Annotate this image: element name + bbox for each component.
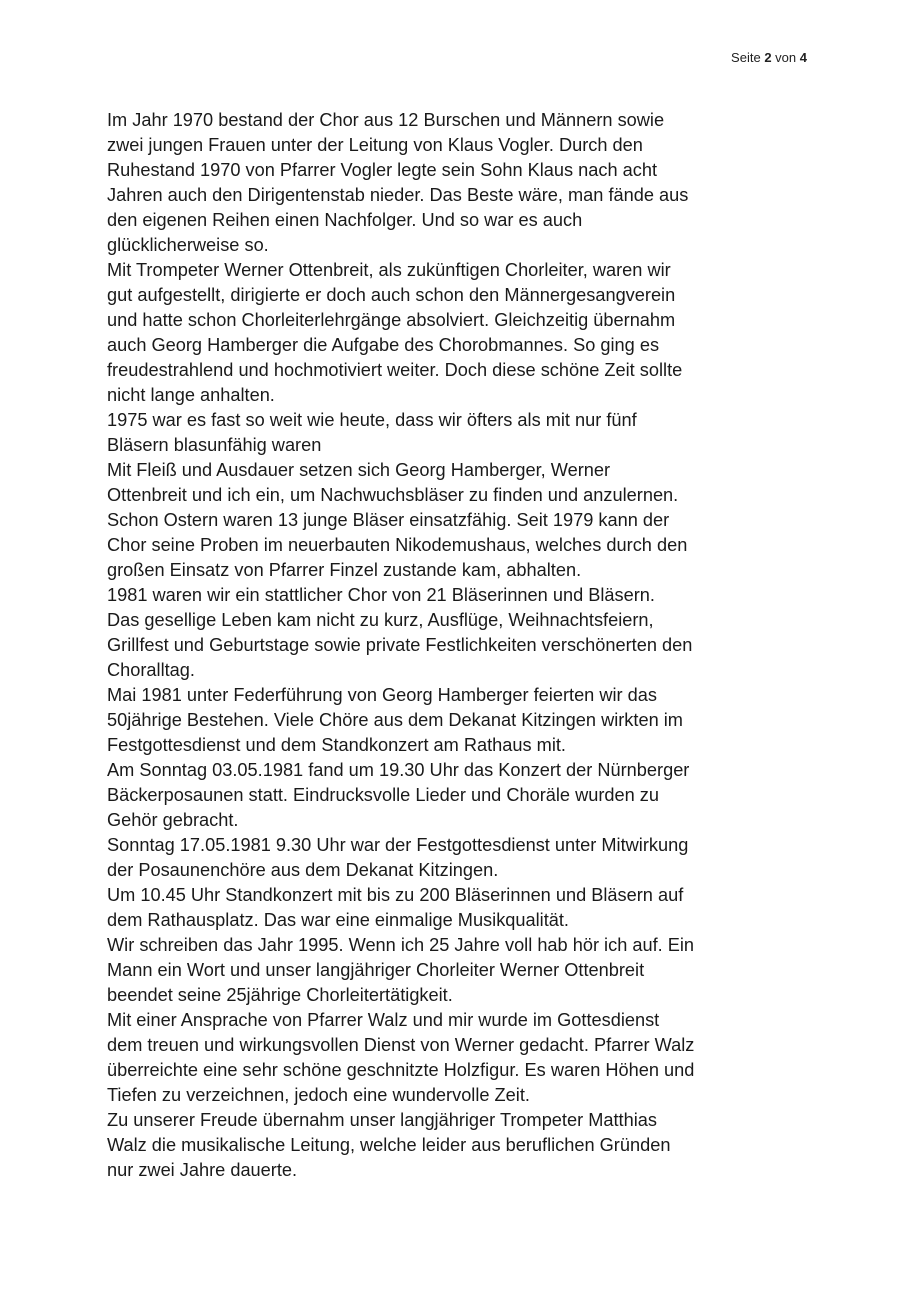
text-line: nicht lange anhalten. — [107, 385, 275, 405]
text-line: den eigenen Reihen einen Nachfolger. Und so war es auch — [107, 210, 583, 230]
text-line: nur zwei Jahre dauerte. — [107, 1160, 298, 1180]
text-line: Mit Trompeter Werner Ottenbreit, als zukünftigen Chorleiter, waren wir — [107, 260, 671, 280]
text-line: Tiefen zu verzeichnen, jedoch eine wundervolle Zeit. — [107, 1085, 530, 1105]
text-line: Schon Ostern waren 13 junge Bläser einsatzfähig. Seit 1979 kann der — [107, 510, 670, 530]
text-line: freudestrahlend und hochmotiviert weiter. Doch diese schöne Zeit sollte — [107, 360, 683, 380]
text-line: 1981 waren wir ein stattlicher Chor von 21 Bläserinnen und Bläsern. — [107, 585, 655, 605]
text-line: Choralltag. — [107, 660, 195, 680]
text-line: großen Einsatz von Pfarrer Finzel zustande kam, abhalten. — [107, 560, 582, 580]
text-line: dem treuen und wirkungsvollen Dienst von Werner gedacht. Pfarrer Walz — [107, 1035, 695, 1055]
text-line: Chor seine Proben im neuerbauten Nikodemushaus, welches durch den — [107, 535, 688, 555]
current-page-number: 2 — [764, 50, 772, 65]
page-number — [731, 50, 807, 65]
text-line: Mit einer Ansprache von Pfarrer Walz und mir wurde im Gottesdienst — [107, 1010, 660, 1030]
document-body — [107, 108, 815, 1183]
text-line: gut aufgestellt, dirigierte er doch auch schon den Männergesangverein — [107, 285, 676, 305]
text-line: Ottenbreit und ich ein, um Nachwuchsbläser zu finden und anzulernen. — [107, 485, 679, 505]
text-line: der Posaunenchöre aus dem Dekanat Kitzingen. — [107, 860, 499, 880]
total-page-count: 4 — [799, 50, 807, 65]
text-line: Ruhestand 1970 von Pfarrer Vogler legte sein Sohn Klaus nach acht — [107, 160, 658, 180]
text-line: Walz die musikalische Leitung, welche leider aus beruflichen Gründen — [107, 1135, 671, 1155]
text-line: Zu unserer Freude übernahm unser langjähriger Trompeter Matthias — [107, 1110, 657, 1130]
text-line: überreichte eine sehr schöne geschnitzte Holzfigur. Es waren Höhen und — [107, 1060, 695, 1080]
text-line: Grillfest und Geburtstage sowie private Festlichkeiten verschönerten den — [107, 635, 693, 655]
text-line: zwei jungen Frauen unter der Leitung von Klaus Vogler. Durch den — [107, 135, 643, 155]
text-line: Mann ein Wort und unser langjähriger Chorleiter Werner Ottenbreit — [107, 960, 645, 980]
text-line: 50jährige Bestehen. Viele Chöre aus dem Dekanat Kitzingen wirkten im — [107, 710, 683, 730]
page-label: Seite — [731, 50, 761, 65]
text-line: und hatte schon Chorleiterlehrgänge absolviert. Gleichzeitig übernahm — [107, 310, 676, 330]
text-line: Gehör gebracht. — [107, 810, 239, 830]
text-line: Wir schreiben das Jahr 1995. Wenn ich 25 Jahre voll hab hör ich auf. Ein — [107, 935, 695, 955]
text-line: 1975 war es fast so weit wie heute, dass wir öfters als mit nur fünf — [107, 410, 637, 430]
text-line: Festgottesdienst und dem Standkonzert am Rathaus mit. — [107, 735, 566, 755]
text-line: beendet seine 25jährige Chorleitertätigkeit. — [107, 985, 453, 1005]
text-line: Mit Fleiß und Ausdauer setzen sich Georg Hamberger, Werner — [107, 460, 611, 480]
text-line: Das gesellige Leben kam nicht zu kurz, Ausflüge, Weihnachtsfeiern, — [107, 610, 654, 630]
text-line: auch Georg Hamberger die Aufgabe des Chorobmannes. So ging es — [107, 335, 660, 355]
text-line: glücklicherweise so. — [107, 235, 269, 255]
text-line: dem Rathausplatz. Das war eine einmalige Musikqualität. — [107, 910, 569, 930]
text-line: Bläsern blasunfähig waren — [107, 435, 322, 455]
text-line: Im Jahr 1970 bestand der Chor aus 12 Burschen und Männern sowie — [107, 110, 665, 130]
page-separator: von — [775, 50, 797, 65]
text-line: Jahren auch den Dirigentenstab nieder. Das Beste wäre, man fände aus — [107, 185, 689, 205]
text-line: Sonntag 17.05.1981 9.30 Uhr war der Festgottesdienst unter Mitwirkung — [107, 835, 689, 855]
text-line: Bäckerposaunen statt. Eindrucksvolle Lieder und Choräle wurden zu — [107, 785, 660, 805]
text-line: Um 10.45 Uhr Standkonzert mit bis zu 200 Bläserinnen und Bläsern auf — [107, 885, 684, 905]
text-line: Mai 1981 unter Federführung von Georg Hamberger feierten wir das — [107, 685, 657, 705]
text-line: Am Sonntag 03.05.1981 fand um 19.30 Uhr das Konzert der Nürnberger — [107, 760, 690, 780]
